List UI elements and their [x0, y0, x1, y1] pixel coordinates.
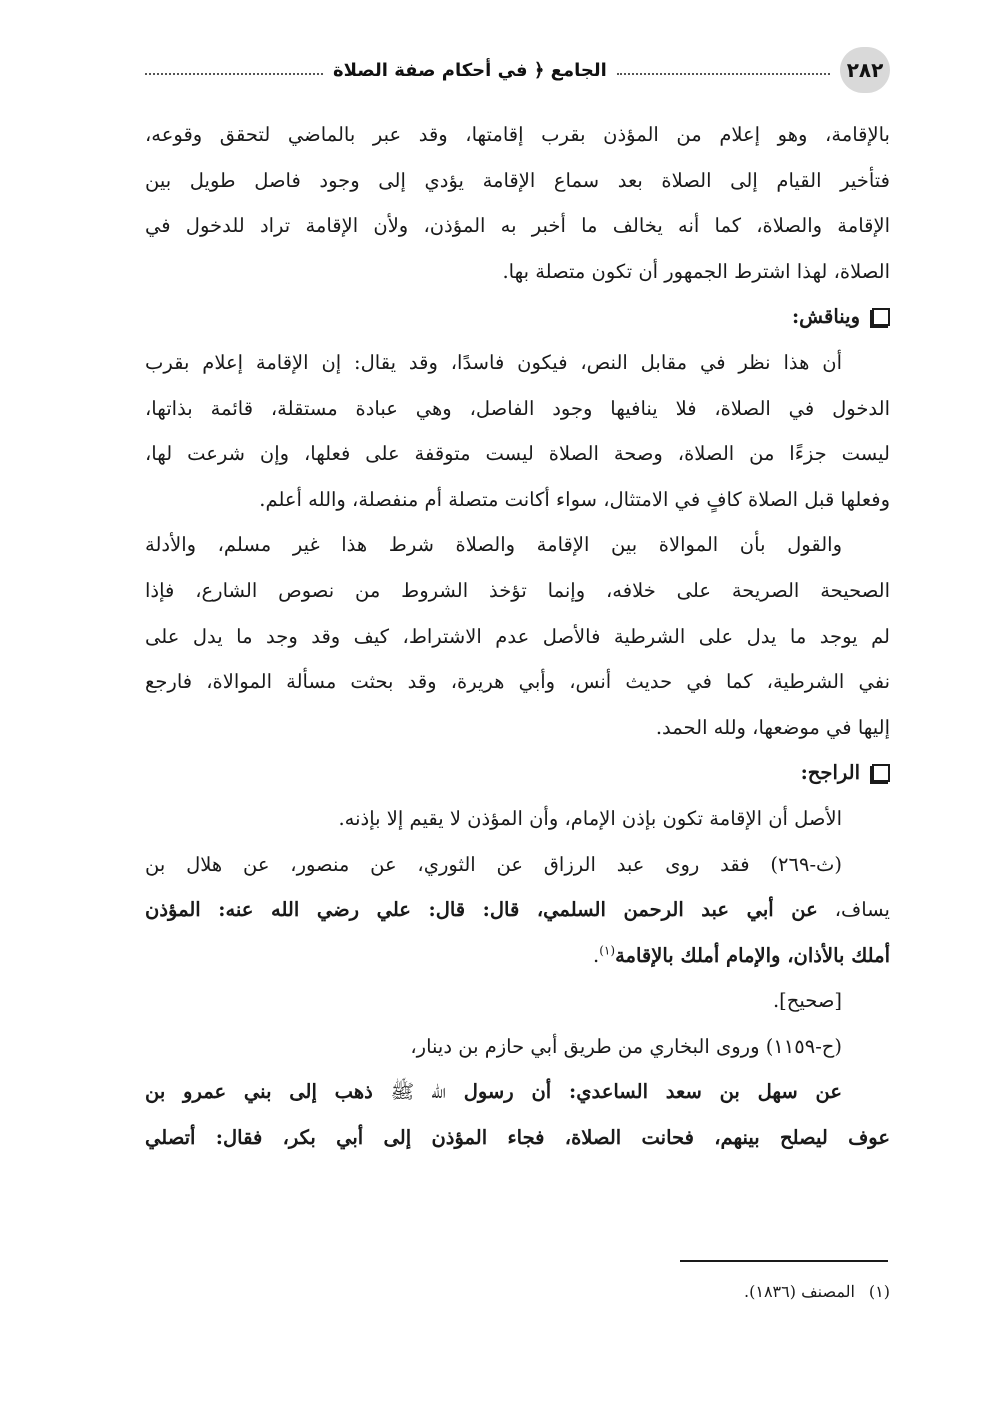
text-line: الصلاة، لهذا اشترط الجمهور أن تكون متصلة بها. — [502, 259, 890, 283]
text-line: إليها في موضعها، ولله الحمد. — [655, 715, 890, 739]
athar-line: (ث-٢٦٩) فقد روى عبد الرزاق عن الثوري، عن منصور، عن هلال بن — [145, 852, 842, 876]
footnote — [145, 1278, 890, 1306]
athar-line — [145, 933, 890, 979]
hadith-line: (ح-١١٥٩) وروى البخاري من طريق أبي حازم بن دينار، — [410, 1034, 842, 1058]
text-line: الدخول في الصلاة، فلا ينافيها وجود الفاصل، وهي عبادة مستقلة، قائمة بذاتها، — [145, 396, 890, 420]
heading-label: ويناقش: — [791, 305, 860, 329]
text-line: الأصل أن الإقامة تكون بإذن الإمام، وأن المؤذن لا يقيم إلا بإذنه. — [338, 806, 842, 830]
text-line: الصحيحة الصريحة على خلافه، وإنما تؤخذ الشروط من نصوص الشارع، فإذا — [145, 578, 890, 602]
square-bullet-icon — [872, 764, 890, 782]
book-title: الجامع ﴿ في أحكام صفة الصلاة — [333, 59, 607, 81]
hadith-text: عن سهل بن سعد الساعدي: أن رسول — [445, 1080, 842, 1104]
header-dotted-rule-left — [145, 73, 323, 75]
hadith-text: الله ﷺ — [390, 1080, 446, 1104]
athar-line — [145, 887, 890, 933]
text-line: الإقامة والصلاة، كما أنه يخالف ما أخبر به المؤذن، ولأن الإقامة تراد للدخول في — [145, 214, 890, 238]
text-line: بالإقامة، وهو إعلام من المؤذن بقرب إقامتها، وقد عبر بالماضي لتحقق وقوعه، — [145, 123, 890, 146]
header-dotted-rule-right — [617, 73, 830, 75]
athar-quote: عن أبي عبد الرحمن السلمي، قال: قال: علي رضي الله عنه: المؤذن — [145, 898, 818, 922]
footnote-separator — [680, 1260, 888, 1262]
body-text — [145, 112, 890, 1161]
running-header — [145, 44, 890, 96]
page-number-badge: ٢٨٢ — [840, 47, 890, 93]
hadith-text: ذهب إلى بني عمرو بن — [145, 1080, 391, 1104]
text-line: فتأخير القيام إلى الصلاة بعد سماع الإقامة يؤدي إلى وجود فاصل طويل بين — [145, 168, 890, 192]
footnote-marker: (١) — [599, 943, 616, 958]
hadith-line: عوف ليصلح بينهم، فحانت الصلاة، فجاء المؤذن إلى أبي بكر، فقال: أتصلي — [145, 1126, 890, 1150]
text-line: وفعلها قبل الصلاة كافٍ في الامتثال، سواء أكانت متصلة أم منفصلة، والله أعلم. — [259, 487, 890, 511]
athar-quote: أملك بالأذان، والإمام أملك بالإقامة — [615, 943, 890, 967]
section-heading-rajih — [145, 750, 890, 796]
athar-text: يساف، — [817, 898, 890, 922]
footnote-text: المصنف (١٨٣٦). — [744, 1282, 855, 1301]
text-line: لم يوجد ما يدل على الشرطية فالأصل عدم الاشتراط، كيف وقد وجد ما يدل على — [145, 624, 890, 648]
athar-end: . — [593, 943, 600, 967]
text-line: والقول بأن الموالاة بين الإقامة والصلاة شرط هذا غير مسلم، والأدلة — [145, 533, 842, 557]
text-line: أن هذا نظر في مقابل النص، فيكون فاسدًا، وقد يقال: إن الإقامة إعلام بقرب — [145, 350, 842, 374]
text-line: ليست جزءًا من الصلاة، وصحة الصلاة ليست متوقفة على فعلها، وإن شرعت لها، — [145, 442, 890, 466]
heading-label: الراجح: — [800, 761, 860, 785]
footnote-number: (١) — [868, 1282, 890, 1301]
square-bullet-icon — [872, 308, 890, 326]
hadith-grade: [صحيح]. — [772, 989, 842, 1013]
section-heading-discuss — [145, 294, 890, 340]
hadith-line — [145, 1069, 890, 1115]
text-line: نفي الشرطية، كما في حديث أنس، وأبي هريرة، وقد بحثت مسألة الموالاة، فارجع — [145, 670, 890, 694]
